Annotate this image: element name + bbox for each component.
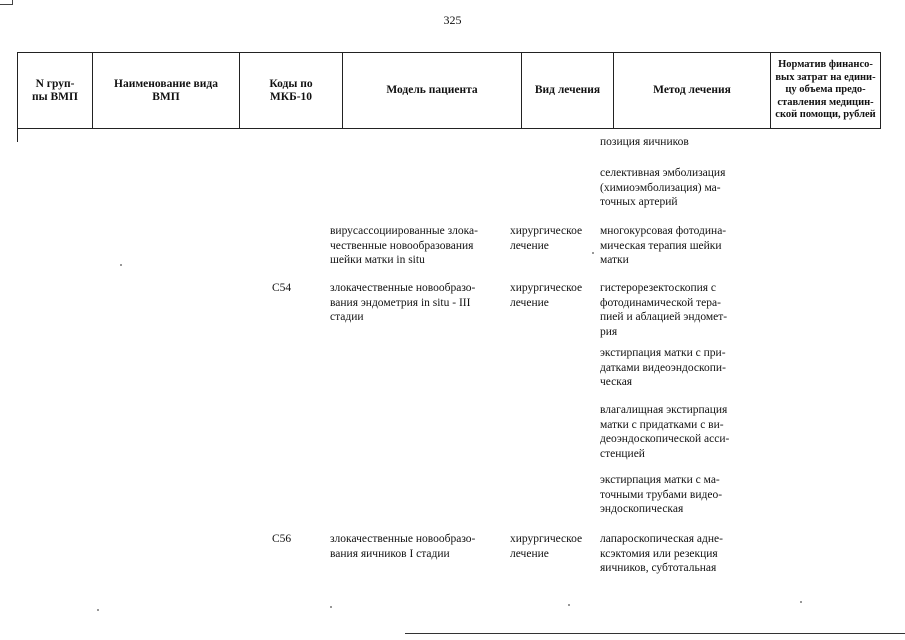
model-cell: злокачественные новообразо- вания яичников I стадии (330, 533, 476, 560)
table-left-border (17, 52, 18, 142)
header-vmp-name: Наименование вида ВМП (93, 53, 240, 128)
method-cell: многокурсовая фотодина- мическая терапия шейки матки (600, 225, 727, 266)
scan-speck (800, 601, 802, 603)
method-cell: экстирпация матки с ма- точными трубами видео- эндоскопическая (600, 474, 723, 515)
type-cell: хирургическое лечение (510, 225, 583, 252)
header-treatment-method: Метод лечения (614, 53, 771, 128)
model-cell: вирусассоциированные злока- чественные новообразования шейки матки in situ (330, 225, 478, 266)
method-cell: позиция яичников (600, 136, 689, 148)
method-cell: экстирпация матки с при- датками видеоэндоскопи- ческая (600, 347, 726, 388)
code-cell: C56 (272, 533, 292, 545)
model-cell: злокачественные новообразо- вания эндометрия in situ - III стадии (330, 282, 476, 323)
type-cell: хирургическое лечение (510, 282, 583, 309)
page-bottom-edge (405, 633, 905, 634)
header-treatment-type: Вид лечения (522, 53, 614, 128)
scan-speck (120, 264, 122, 266)
method-cell: влагалищная экстирпация матки с придатками с ви- деоэндоскопической асси- стенцией (600, 404, 730, 460)
header-patient-model: Модель пациента (343, 53, 522, 128)
scan-corner-mark (0, 4, 12, 5)
header-financial-norm: Норматив финансо- вых затрат на едини- цу объема предо- ставления медицин- ской помощи, рублей (775, 59, 876, 121)
header-group-no: N груп- пы ВМП (18, 53, 93, 128)
method-cell: селективная эмболизация (химиоэмболизация) ма- точных артерий (600, 167, 726, 208)
scan-speck (330, 606, 332, 608)
method-cell: гистерорезектоскопия с фотодинамической тера- пией и аблацией эндомет- рия (600, 282, 728, 338)
type-cell: хирургическое лечение (510, 533, 583, 560)
header-mkb-codes: Коды по МКБ-10 (240, 53, 343, 128)
scan-speck (592, 252, 594, 254)
method-cell: лапароскопическая адне- ксэктомия или резекция яичников, субтотальная (600, 533, 723, 574)
code-cell: C54 (272, 282, 292, 294)
table-header (17, 52, 881, 129)
page-number: 325 (443, 13, 462, 27)
scan-corner-mark (12, 0, 13, 5)
scan-speck (568, 604, 570, 606)
scan-speck (97, 609, 99, 611)
